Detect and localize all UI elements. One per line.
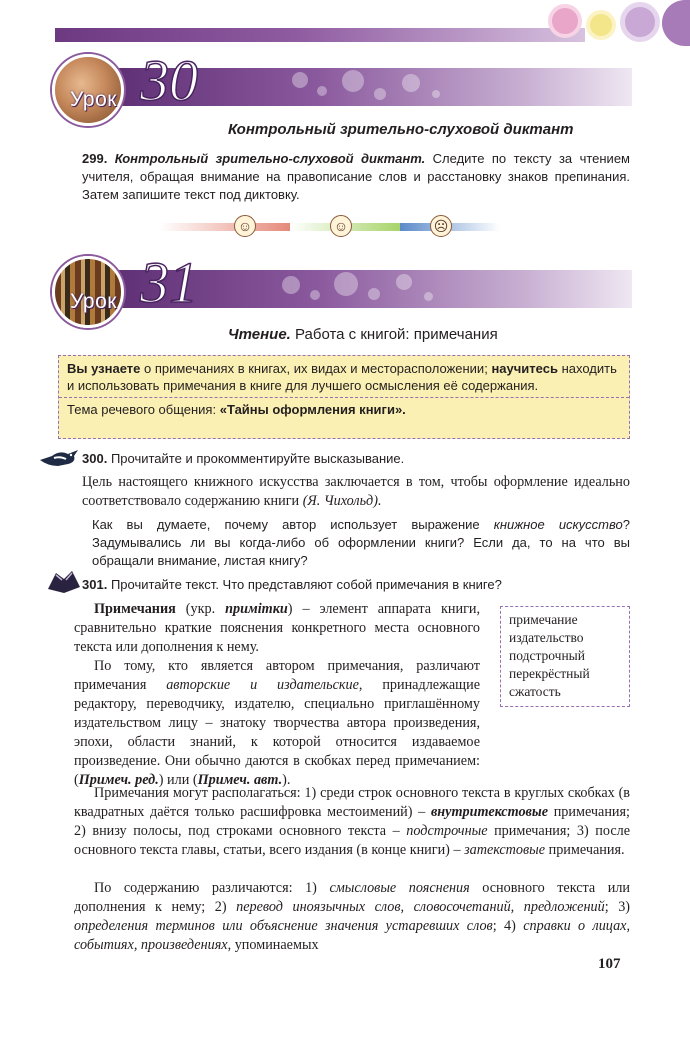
p3-c: примечания; 2) внизу полосы, под строками основного текста – (74, 804, 630, 839)
lesson-word: Урок (70, 290, 117, 313)
p3-d: подстрочные (406, 823, 488, 839)
goals-topic (67, 401, 621, 418)
lesson-word: Урок (70, 88, 117, 111)
goals-topic-value: «Тайны оформления книги». (219, 402, 406, 417)
question-end: ? Задумывались ли вы когда-либо об оформлении книги? Если да, то на что вы обращали внимание, листая книгу? (92, 517, 630, 568)
task-300 (82, 450, 630, 468)
smiley-happy-icon: ☺ (234, 215, 256, 237)
p4-b: смысловые пояснения (329, 880, 470, 896)
smiley-sad-icon: ☹ (430, 215, 452, 237)
task-text: Прочитайте и прокомментируйте высказывание. (110, 451, 405, 466)
question-term: книжное искусство (493, 517, 623, 532)
p3-b: внутритекстовые (430, 804, 549, 820)
task-300-questions (92, 516, 630, 570)
lesson-30-subtitle: Контрольный зрительно-слуховой диктант (228, 121, 574, 138)
p4-g: ; 4) (492, 918, 516, 934)
p3-g: примечания. (548, 842, 625, 858)
task-title: Контрольный зрительно-слуховой диктант. (114, 151, 426, 166)
p2-e: ) или ( (158, 772, 198, 788)
lesson-31-subtitle (228, 326, 498, 343)
lesson-goals-box (58, 355, 630, 439)
top-decor-band (55, 28, 585, 42)
paragraph-1 (74, 600, 480, 657)
subtitle-plain: Работа с книгой: примечания (295, 326, 498, 343)
term-primechaniya: Примечания (94, 601, 176, 617)
paragraph-4 (74, 879, 630, 955)
paragraph-3 (74, 784, 630, 860)
decor-circle (586, 10, 616, 40)
p3-f: затекстовые (464, 842, 546, 858)
decor-circle (662, 0, 690, 46)
p2-d: Примеч. ред. (78, 772, 159, 788)
p4-e: ; 3) (604, 899, 631, 915)
p2-g: ). (282, 772, 291, 788)
vocab-word: издательство (509, 630, 584, 645)
task-number: 299. (82, 151, 108, 166)
vocab-word: сжатость (509, 684, 561, 699)
task-299 (82, 150, 630, 204)
quote-body: Цель настоящего книжного искусства заключается в том, чтобы оформление идеально соответствовало содержанию книги (82, 474, 630, 509)
goals-learn-bold: Вы узнаете (67, 361, 141, 376)
p1-rest: ) – элемент аппарата книги, сравнительно краткие пояснения конкретного места основного текста или дополнения к нему. (74, 601, 481, 655)
lesson-number: 30 (140, 48, 198, 113)
p4-a: По содержанию различаются: 1) (94, 880, 317, 896)
goals-text (67, 360, 621, 394)
p3-e: примечания; 3) после основного текста главы, статьи, всего издания (в конце книги) – (74, 823, 630, 858)
smiley-neutral-icon: ☺ (330, 215, 352, 237)
p4-c: основного текста или дополнения к нему; 2) (74, 880, 631, 915)
term-ukr: примітки (225, 601, 288, 617)
p2-f: Примеч. авт. (197, 772, 283, 788)
p4-h: справки о лицах, событиях, произведениях (74, 918, 631, 953)
question-start: Как вы думаете, почему автор использует выражение (92, 517, 480, 532)
task-number: 301. (82, 577, 108, 592)
lesson-number: 31 (140, 250, 198, 315)
page-number: 107 (598, 956, 621, 972)
decor-circle (620, 2, 660, 42)
smiley-divider (160, 215, 500, 239)
p2-c: , принадлежащие редактору, переводчику, издателю, специально приглашённому издательством лицу – знатоку творчества автора произведения, эпохи, области знаний, к которой относится издаваемое произведение. Они обычно даются в скобках перед примечанием: ( (74, 677, 480, 788)
task-301 (82, 576, 630, 594)
goals-skill-text: находить и использовать примечания в книге для лучшего осмысления её содержания. (67, 361, 617, 393)
goals-divider (59, 397, 629, 398)
vocab-word: подстрочный (509, 648, 585, 663)
p4-i: , упоминаемых (227, 937, 319, 953)
vocab-word: примечание (509, 612, 578, 627)
paragraph-2 (74, 657, 630, 790)
p2-b: авторские и издательские (166, 677, 359, 693)
goals-topic-label: Тема речевого общения: (67, 402, 217, 417)
decor-circle (548, 4, 582, 38)
p2-a: По тому, кто является автором примечания, различают примечания (74, 658, 480, 693)
lesson-31-banner (52, 250, 637, 334)
task-text: Следите по тексту за чтением учителя, обращая внимание на правописание слов и расстановку знаков препинания. Затем запишите текст под диктовку. (82, 151, 630, 202)
vocab-word: перекрёстный (509, 666, 590, 681)
quote-author: (Я. Чихольд). (302, 493, 382, 509)
p4-d: перевод иноязычных слов, словосочетаний, предложений (236, 899, 605, 915)
task-number: 300. (82, 451, 108, 466)
task-text: Прочитайте текст. Что представляют собой примечания в книге? (110, 577, 502, 592)
goals-skill-bold: научитесь (491, 361, 558, 376)
quote-text (82, 473, 630, 511)
p3-a: Примечания могут располагаться: 1) среди строк основного текста в круглых скобках (в квадратных даётся только расшифровка местоимений) – (74, 785, 630, 820)
subtitle-italic: Чтение. (228, 326, 291, 343)
ukr-open: (укр. (185, 601, 216, 617)
open-book-icon (46, 569, 82, 595)
p4-f: определения терминов или объяснение значения устаревших слов (74, 918, 493, 934)
magpie-icon (38, 446, 82, 470)
goals-learn-text: о примечаниях в книгах, их видах и месторасположении; (144, 361, 488, 376)
